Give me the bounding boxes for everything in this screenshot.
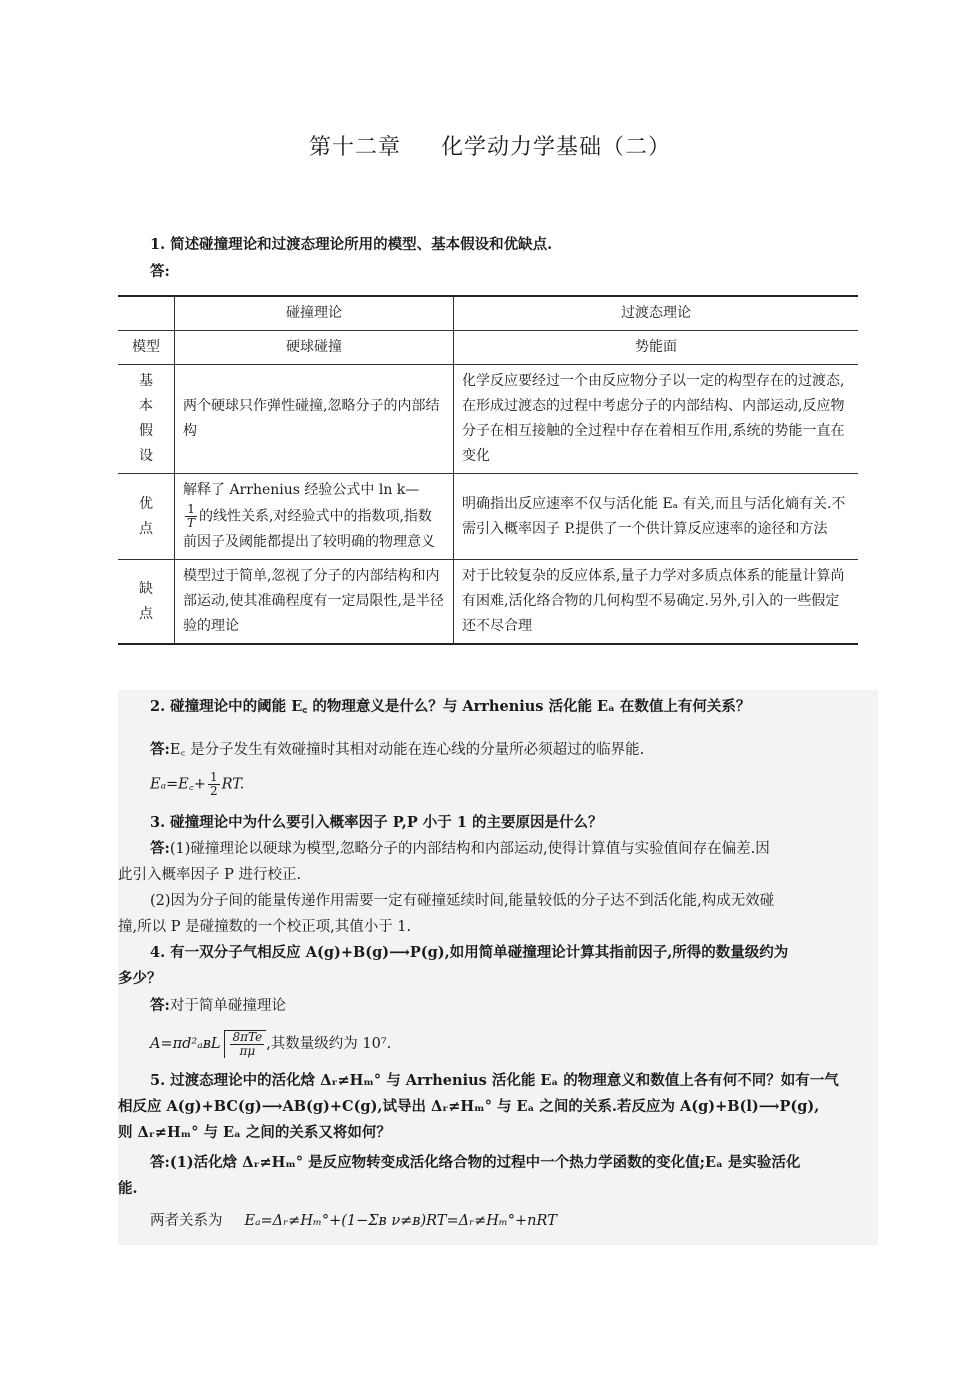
table-cell: 解释了 Arrhenius 经验公式中 ln k— $\frac{1}{T}$ 的线性关系,对经验式中的指数项,指数前因子及阈能都提出了较明确的物理意义 (175, 474, 454, 560)
chapter-number: 第十二章 (308, 135, 401, 160)
table-row (118, 474, 858, 560)
formula-ea-ec: Eₐ=E꜀+ $\frac{1}{2}$ RT. (150, 770, 245, 798)
header-collision-theory: 碰撞理论 (175, 296, 454, 331)
fraction: $\frac{1}{T}$ (187, 502, 196, 530)
question-4: 4. 有一双分子气相反应 A(g)+B(g)⟶P(g),如用简单碰撞理论计算其指前因子,所得的数量级约为 多少？ (118, 944, 789, 987)
chapter-name: 化学动力学基础（二） (441, 135, 672, 160)
row-label: 模型 (118, 331, 175, 365)
fraction: $\frac{1}{2}$ (209, 770, 218, 798)
answer-3-part-2: (2)因为分子间的能量传递作用需要一定有碰撞延续时间,能量较低的分子达不到活化能,构成无效碰 撞,所以 P 是碰撞数的一个校正项,其值小于 1. (118, 893, 775, 935)
formula-prefactor: A=πd²ₐʙL $\frac{\text{8πTe}}{\pi\mu}$ ,其数量级约为 10⁷. (150, 1030, 392, 1058)
page-title (0, 130, 980, 161)
table-cell: 对于比较复杂的反应体系,量子力学对多质点体系的能量计算尚有困难,活化络合物的几何构型不易确定.另外,引入的一些假定还不尽合理 (454, 560, 859, 645)
table-row (118, 331, 858, 365)
table-cell: 化学反应要经过一个由反应物分子以一定的构型存在的过渡态,在形成过渡态的过程中考虑分子的内部结构、内部运动,反应物分子在相互接触的全过程中存在着相互作用,系统的势能一直在变化 (454, 365, 859, 474)
row-label: 基本假设 (139, 373, 153, 464)
answer-2: 答:E꜀ 是分子发生有效碰撞时其相对动能在连心线的分量所必须超过的临界能. (150, 741, 645, 758)
question-3: 3. 碰撞理论中为什么要引入概率因子 P,P 小于 1 的主要原因是什么？ (150, 814, 603, 831)
answer-1-label: 答: (150, 263, 170, 280)
table-cell: 模型过于简单,忽视了分子的内部结构和内部运动,使其准确程度有一定局限性,是半径验的理论 (175, 560, 454, 645)
table-cell: 硬球碰撞 (175, 331, 454, 365)
answer-5: 答:(1)活化焓 Δᵣ≠Hₘ° 是反应物转变成活化络合物的过程中一个热力学函数的变化值;Eₐ 是实验活化 能. (118, 1154, 801, 1197)
row-label: 优点 (139, 495, 153, 537)
header-transition-state-theory: 过渡态理论 (454, 296, 859, 331)
fraction: $\frac{\text{8πTe}}{\pi\mu}$ (232, 1030, 263, 1058)
sqrt-sign (224, 1030, 266, 1058)
answer-3-part-1: 答:(1)碰撞理论以硬球为模型,忽略分子的内部结构和内部运动,使得计算值与实验值间存在偏差.因 此引入概率因子 P 进行校正. (118, 840, 770, 883)
table-row (118, 365, 858, 474)
question-5: 5. 过渡态理论中的活化焓 Δᵣ≠Hₘ° 与 Arrhenius 活化能 Eₐ 的物理意义和数值上各有何不同？如有一气 相反应 A(g)+BC(g)⟶AB(g)+C(g),试导出 Δᵣ≠Hₘ° 与 Eₐ 之间的关系.若反应为 A(g)+B(l)⟶P(g), 则 Δᵣ≠Hₘ° 与 Eₐ 之间的关系又将如何？ (118, 1072, 839, 1141)
relation-formula: 两者关系为 Eₐ=Δᵣ≠Hₘ°+(1−Σʙ ν≠ʙ)RT=Δᵣ≠Hₘ°+nRT (150, 1213, 557, 1229)
question-1: 1. 简述碰撞理论和过渡态理论所用的模型、基本假设和优缺点. (150, 236, 553, 253)
table-header-row (118, 296, 858, 331)
table-row (118, 560, 858, 645)
row-label: 缺点 (139, 580, 153, 622)
question-2: 2. 碰撞理论中的阈能 E꜀ 的物理意义是什么？与 Arrhenius 活化能 Eₐ 在数值上有何关系？ (150, 698, 751, 715)
table-cell: 两个硬球只作弹性碰撞,忽略分子的内部结构 (175, 365, 454, 474)
table-cell: 势能面 (454, 331, 859, 365)
comparison-table (118, 295, 858, 645)
table-cell: 明确指出反应速率不仅与活化能 Eₐ 有关,而且与活化熵有关.不需引入概率因子 P.提供了一个供计算反应速率的途径和方法 (454, 474, 859, 560)
answer-4: 答:对于简单碰撞理论 (150, 997, 286, 1014)
